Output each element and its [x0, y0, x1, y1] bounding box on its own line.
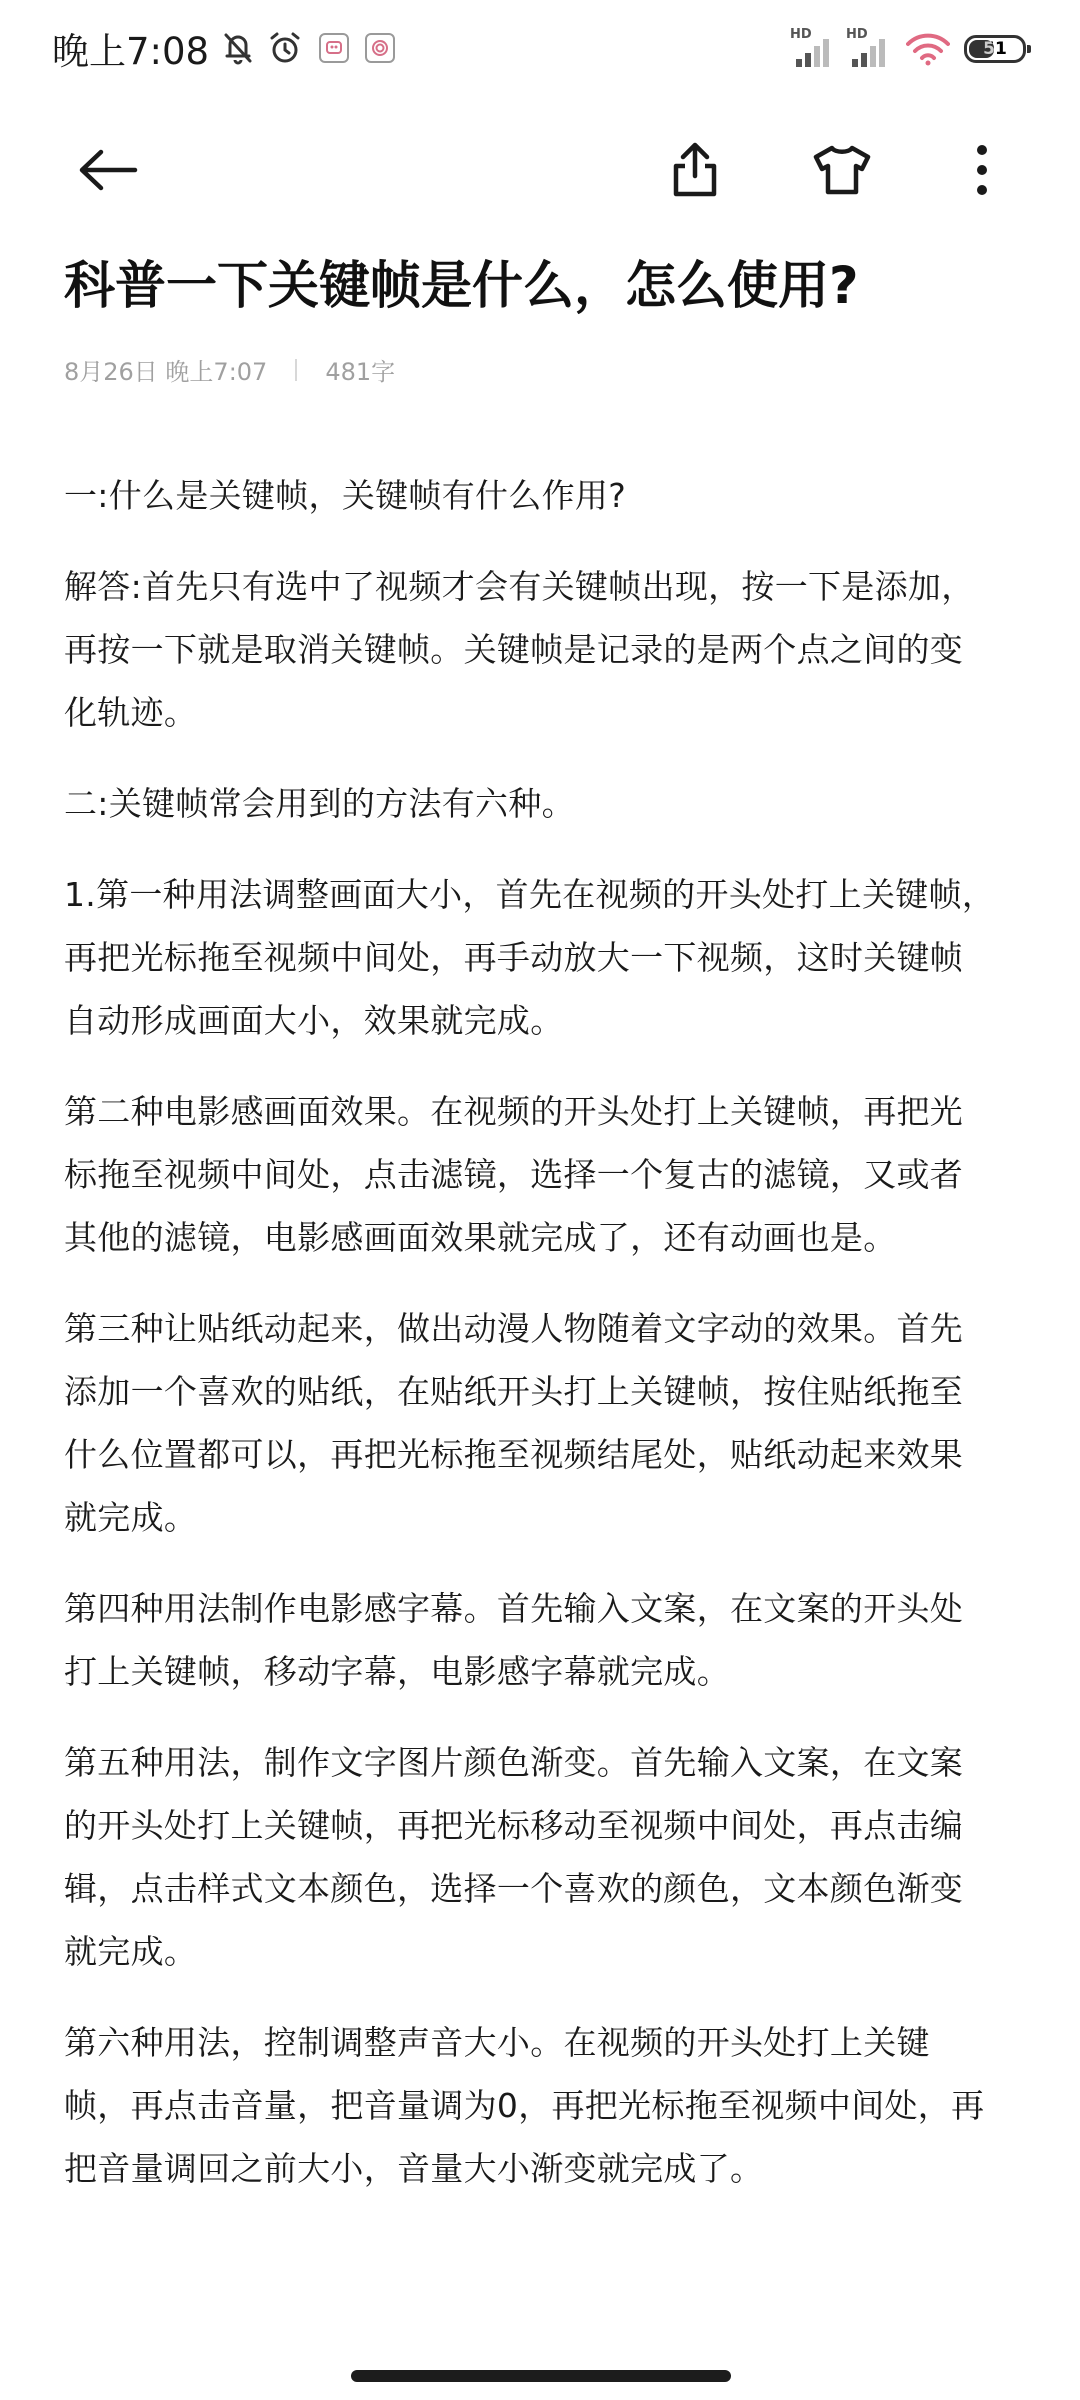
- signal-icon: [846, 29, 892, 69]
- alarm-clock-icon: [267, 30, 303, 66]
- share-button[interactable]: [655, 130, 735, 210]
- hd-label: HD: [790, 27, 812, 42]
- hd-label: HD: [846, 27, 868, 42]
- note-meta: [64, 352, 395, 387]
- note-paragraph[interactable]: 1.第一种用法调整画面大小，首先在视频的开头处打上关键帧， 再把光标拖至视频中间处，再手动放大一下视频，这时关键帧 自动形成画面大小，效果就完成。: [64, 875, 996, 1040]
- note-paragraph[interactable]: 第三种让贴纸动起来，做出动漫人物随着文字动的效果。首先 添加一个喜欢的贴纸，在贴纸开头打上关键帧，按住贴纸拖至 什么位置都可以，再把光标拖至视频结尾处，贴纸动起来效果 就完成。: [64, 1309, 964, 1537]
- note-paragraph[interactable]: 第六种用法，控制调整声音大小。在视频的开头处打上关键 帧，再点击音量，把音量调为0，再把光标拖至视频中间处，再 把音量调回之前大小，音量大小渐变就完成了。: [64, 2023, 985, 2188]
- signal-icon: [790, 29, 836, 69]
- app-notification-icon: [365, 33, 395, 63]
- status-bar: [0, 0, 1080, 96]
- meta-divider: [295, 359, 297, 381]
- more-button[interactable]: [942, 130, 1022, 210]
- battery-icon: [964, 35, 1026, 63]
- home-indicator[interactable]: [351, 2370, 731, 2382]
- note-paragraph[interactable]: 第五种用法，制作文字图片颜色渐变。首先输入文案，在文案 的开头处打上关键帧，再把光标移动至视频中间处，再点击编 辑，点击样式文本颜色，选择一个喜欢的颜色，文本颜色渐变 就完成。: [64, 1743, 964, 1971]
- battery-text: 51: [983, 39, 1007, 59]
- wifi-icon: [906, 32, 950, 66]
- toolbar: [0, 110, 1080, 220]
- back-button[interactable]: [68, 130, 148, 210]
- status-right: [780, 24, 1026, 74]
- note-word-count: 481字: [325, 358, 396, 386]
- note-paragraph[interactable]: 解答:首先只有选中了视频才会有关键帧出现，按一下是添加， 再按一下就是取消关键帧。关键帧是记录的是两个点之间的变 化轨迹。: [64, 567, 975, 732]
- battery-tip: [1027, 45, 1031, 53]
- note-date: 8月26日 晚上7:07: [64, 358, 268, 386]
- mute-bell-icon: [221, 30, 255, 66]
- status-time: 晚上7:08: [52, 30, 210, 73]
- note-paragraph[interactable]: 一:什么是关键帧，关键帧有什么作用?: [64, 476, 627, 515]
- share-icon: [670, 142, 720, 198]
- back-arrow-icon: [77, 148, 139, 192]
- more-vertical-icon: [974, 144, 990, 196]
- note-paragraph[interactable]: 第二种电影感画面效果。在视频的开头处打上关键帧，再把光 标拖至视频中间处，点击滤镜，选择一个复古的滤镜，又或者 其他的滤镜，电影感画面效果就完成了，还有动画也是。: [64, 1092, 964, 1257]
- note-paragraph[interactable]: 二:关键帧常会用到的方法有六种。: [64, 784, 575, 823]
- note-title[interactable]: 科普一下关键帧是什么，怎么使用?: [64, 257, 859, 316]
- status-left: [52, 18, 395, 78]
- note-paragraph[interactable]: 第四种用法制作电影感字幕。首先输入文案，在文案的开头处 打上关键帧，移动字幕，电影感字幕就完成。: [64, 1589, 964, 1691]
- app-notification-icon: [319, 33, 349, 63]
- tshirt-icon: [812, 144, 872, 196]
- note-body[interactable]: [64, 464, 1024, 2228]
- theme-button[interactable]: [802, 130, 882, 210]
